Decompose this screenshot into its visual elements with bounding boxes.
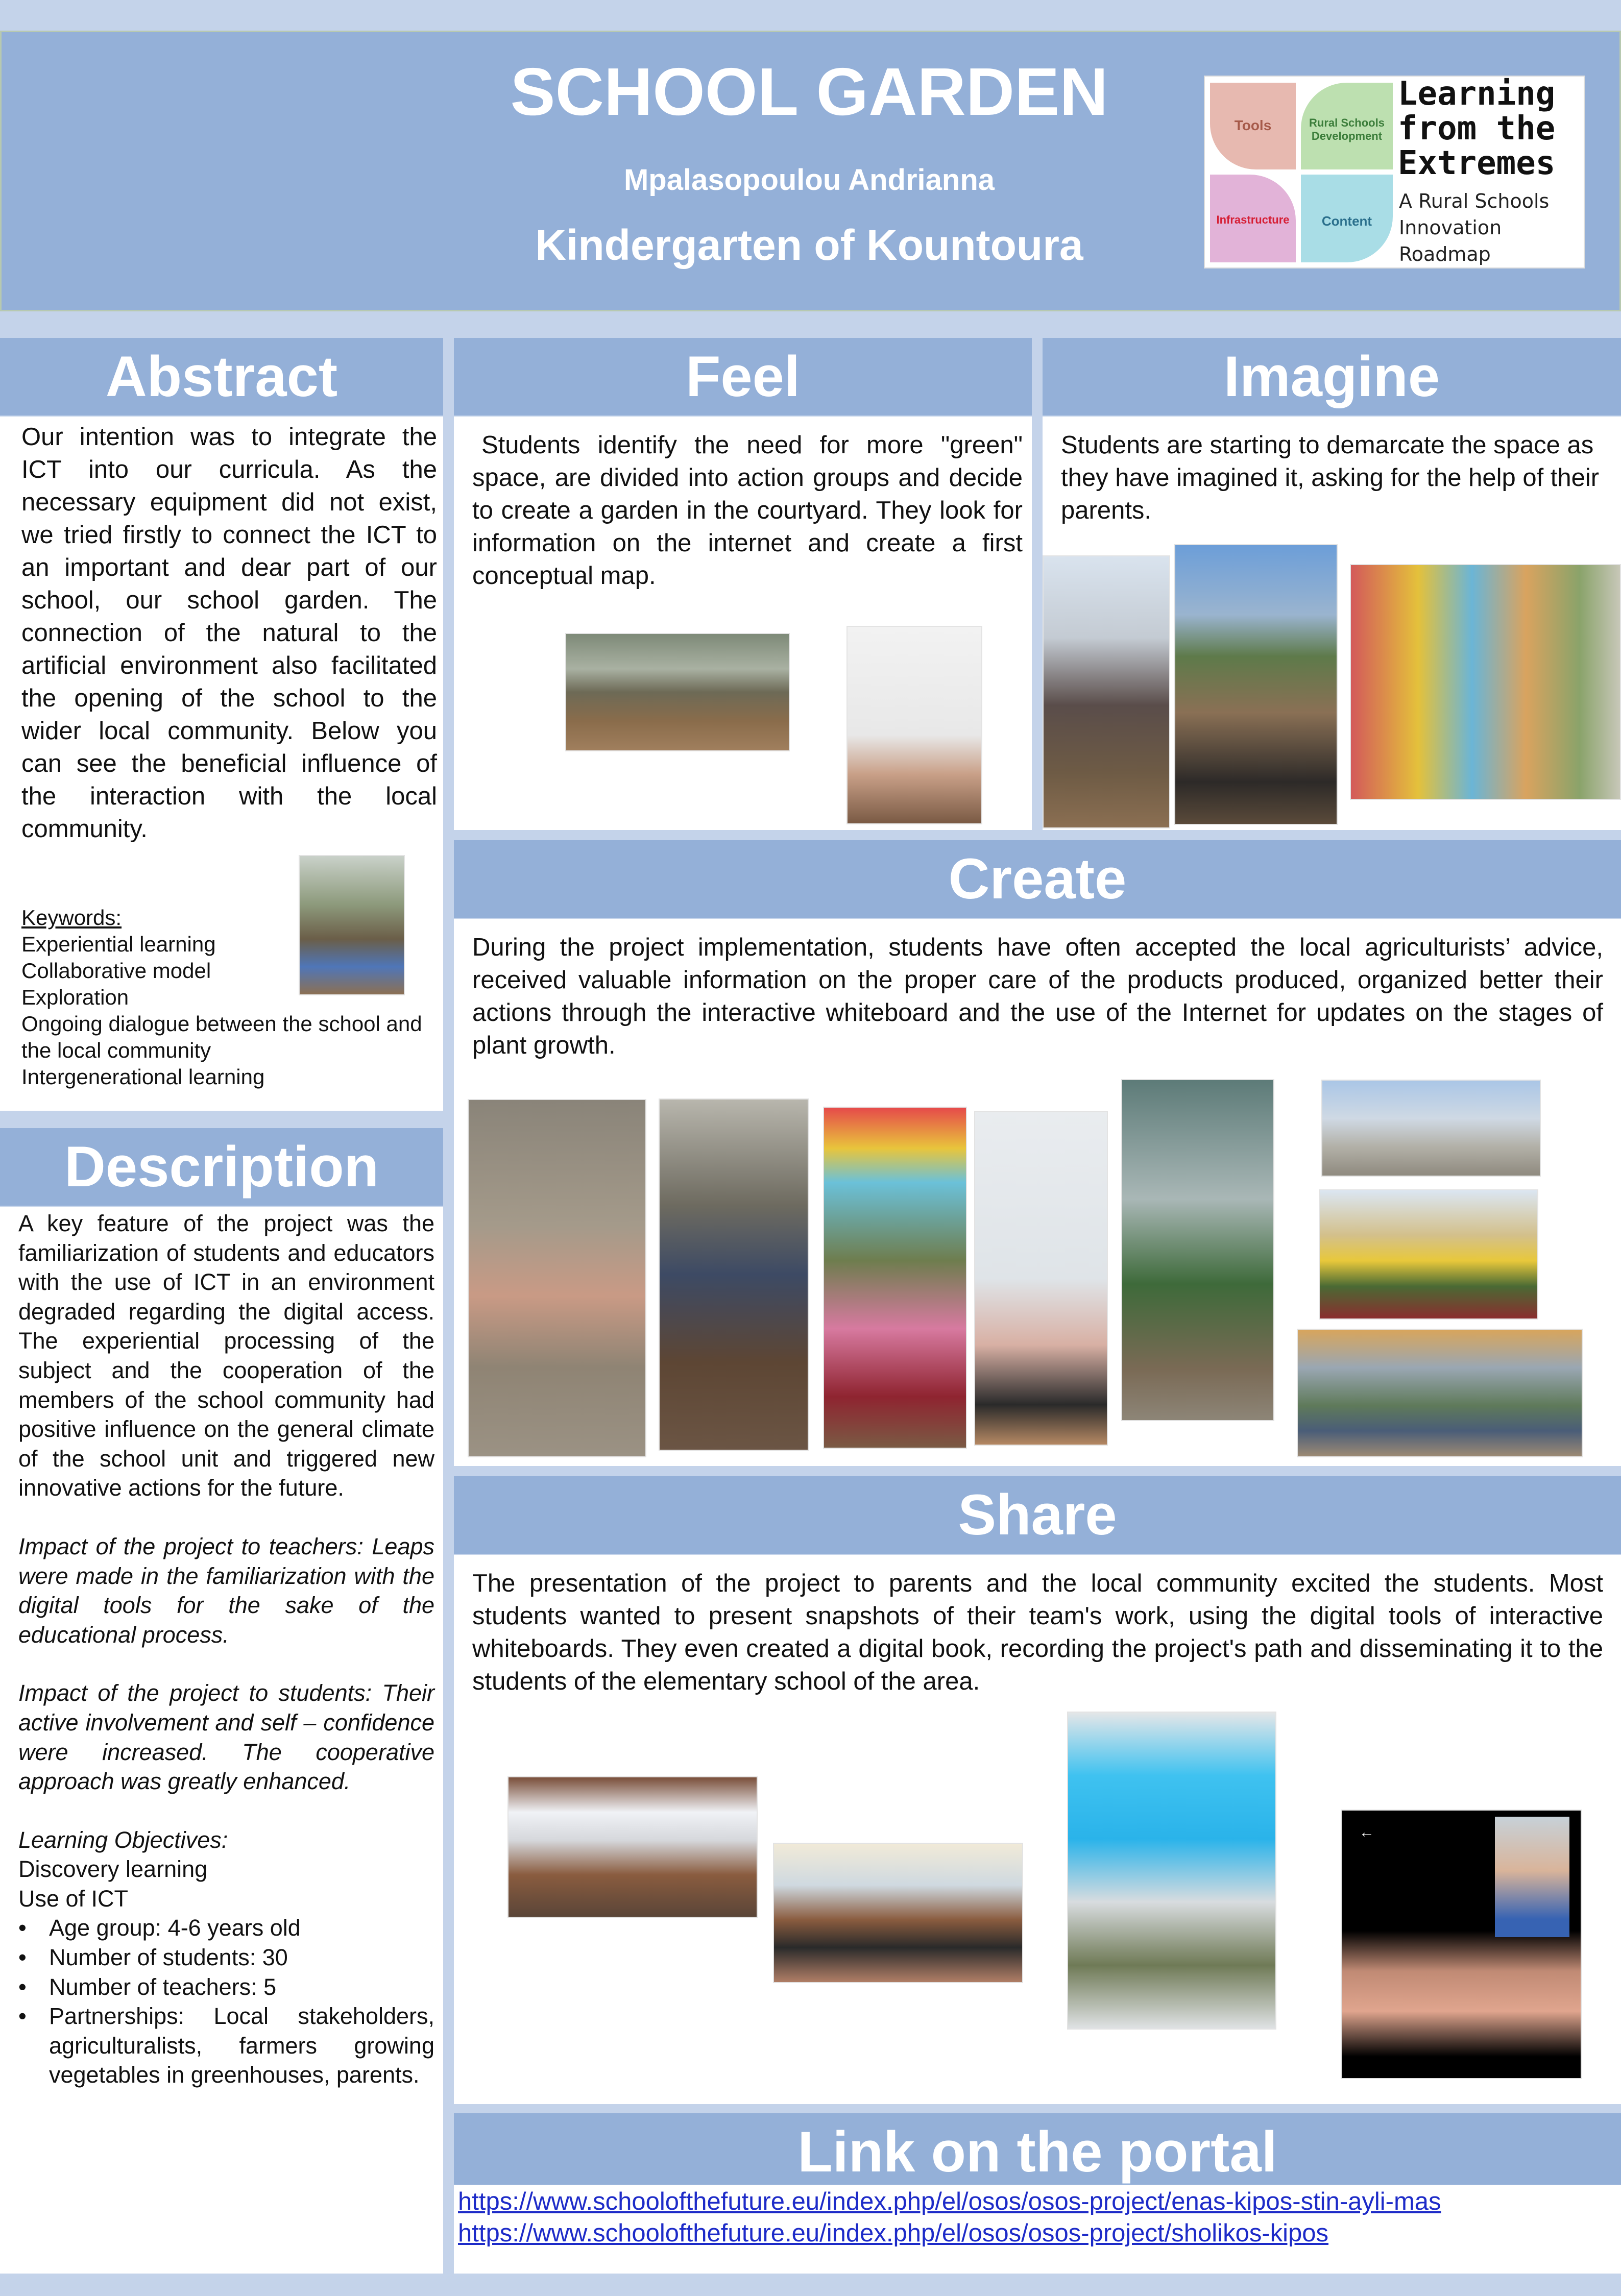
poster-school: Kindergarten of Kountoura bbox=[535, 221, 1083, 269]
portal-links bbox=[458, 2186, 1617, 2249]
logo-line-2: from the bbox=[1398, 110, 1556, 148]
fact-age-group: • Age group: 4-6 years old bbox=[49, 1913, 434, 1943]
create-photo-kids-at-school bbox=[1321, 1080, 1541, 1177]
poster-author: Mpalasopoulou Andrianna bbox=[623, 163, 995, 197]
video-call-inset bbox=[1495, 1817, 1569, 1937]
keyword-item: Collaborative model bbox=[21, 959, 211, 983]
fact-partnerships: • Partnerships: Local stakeholders, agriculturalists, farmers growing vegetables in greenhouses, parents. bbox=[49, 2001, 434, 2090]
imagine-photo-pallet-wall bbox=[1350, 564, 1621, 800]
create-heading: Create bbox=[948, 847, 1127, 911]
poster-title: SCHOOL GARDEN bbox=[510, 54, 1108, 129]
feel-heading-band bbox=[454, 338, 1032, 416]
share-heading-band bbox=[454, 1476, 1621, 1554]
share-photo-video-call bbox=[1341, 1810, 1582, 2079]
share-heading: Share bbox=[958, 1483, 1117, 1547]
fact-teachers: • Number of teachers: 5 bbox=[49, 1972, 434, 2002]
impact-students: Impact of the project to students: Their active involvement and self – confidence were increased. The cooperative approach was greatly enhanced. bbox=[18, 1680, 434, 1795]
description-heading-band bbox=[0, 1128, 443, 1206]
imagine-heading-band bbox=[1043, 338, 1621, 416]
create-heading-band bbox=[454, 840, 1621, 918]
description-heading: Description bbox=[64, 1135, 379, 1199]
imagine-photo-parents-digging bbox=[1043, 555, 1170, 828]
abstract-text: Our intention was to integrate the ICT into our curricula. As the necessary equipment did not exist, we tried firstly to connect the ICT to an important and dear part of our school, our school garden. The connection of the natural to the artificial environment also facilitated the opening of the school to the wider local community. Below you can see the beneficial influence of the interaction with the local community. bbox=[21, 423, 437, 843]
objectives-label: Learning Objectives: bbox=[18, 1826, 228, 1853]
fact-students: • Number of students: 30 bbox=[49, 1943, 434, 1972]
back-arrow-icon: ← bbox=[1359, 1824, 1374, 1841]
logo-infrastructure-label: Infrastructure bbox=[1216, 213, 1290, 226]
portal-heading: Link on the portal bbox=[797, 2120, 1277, 2184]
logo-sub-1: A Rural Schools bbox=[1399, 190, 1550, 212]
description-text: A key feature of the project was the familiarization of students and educators with the use of ICT in an environment degraded regarding the digital access. The experiential processing of the subject and the cooperation of the members of the school community had positive influence on the general climate of the school unit and triggered new innovative actions for the future. bbox=[18, 1210, 434, 1501]
create-photo-sunflowers bbox=[1319, 1189, 1538, 1320]
imagine-heading: Imagine bbox=[1223, 345, 1440, 408]
keywords-label: Keywords: bbox=[21, 906, 122, 930]
share-photo-classroom-board bbox=[507, 1776, 758, 1918]
imagine-photo-tires bbox=[1174, 544, 1338, 825]
abstract-heading-band bbox=[0, 338, 443, 416]
abstract-heading: Abstract bbox=[105, 345, 338, 408]
create-photo-watering bbox=[823, 1107, 967, 1449]
logo-content-label: Content bbox=[1321, 213, 1372, 229]
keyword-item: Intergenerational learning bbox=[21, 1065, 265, 1089]
logo-sub-2: Innovation bbox=[1399, 216, 1502, 239]
create-photo-soil-hand bbox=[468, 1099, 646, 1457]
share-text: The presentation of the project to parents and the local community excited the students. Most students wanted to present snapshots of their team's work, using the digital tools of interactive whiteboards. They even created a digital book, recording the project's path and disseminating it to the students of the elementary school of the area. bbox=[472, 1570, 1603, 1695]
keyword-item: Experiential learning bbox=[21, 932, 216, 956]
feel-text: Students identify the need for more "green" space, are divided into action groups and decide to create a garden in the courtyard. They look for information on the internet and create a first conceptual map. bbox=[472, 431, 1023, 590]
logo-sub-3: Roadmap bbox=[1399, 243, 1491, 265]
create-photo-whiteboard-boy bbox=[1121, 1079, 1274, 1421]
feel-photo-concept-map bbox=[846, 626, 982, 824]
imagine-text: Students are starting to demarcate the space as they have imagined it, asking for the help of their parents. bbox=[1061, 431, 1600, 524]
share-photo-presentation bbox=[773, 1843, 1023, 1983]
portal-link-1[interactable]: https://www.schoolofthefuture.eu/index.php/el/osos/osos-project/enas-kipos-stin-ayli-mas bbox=[458, 2188, 1441, 2215]
logo-line-3: Extremes bbox=[1398, 144, 1556, 182]
keyword-item: Ongoing dialogue between the school and the local community bbox=[21, 1012, 422, 1062]
portal-link-2[interactable]: https://www.schoolofthefuture.eu/index.php/el/osos/osos-project/sholikos-kipos bbox=[458, 2219, 1329, 2247]
project-logo bbox=[1204, 76, 1585, 268]
objective-item: Use of ICT bbox=[18, 1885, 129, 1912]
share-photo-seed-packet bbox=[1067, 1712, 1276, 2030]
project-facts-list bbox=[18, 1913, 434, 2090]
keyword-item: Exploration bbox=[21, 985, 129, 1009]
feel-photo-courtyard bbox=[565, 633, 790, 751]
portal-heading-band bbox=[454, 2113, 1621, 2185]
create-photo-class-garden bbox=[1297, 1329, 1583, 1457]
create-text: During the project implementation, students have often accepted the local agriculturists’ advice, received valuable information on the proper care of the products produced, organized better their actions through the interactive whiteboard and the use of the Internet for updates on the stages of plant growth. bbox=[472, 934, 1603, 1059]
impact-teachers: Impact of the project to teachers: Leaps were made in the familiarization with the digital tools for the sake of the educational process. bbox=[18, 1533, 434, 1648]
logo-subtitle bbox=[1399, 188, 1583, 267]
create-photo-farmer-planting bbox=[659, 1098, 809, 1451]
logo-tools-label: Tools bbox=[1234, 117, 1272, 133]
objective-item: Discovery learning bbox=[18, 1856, 208, 1883]
description-body bbox=[18, 1209, 434, 2090]
logo-line-1: Learning bbox=[1398, 75, 1556, 113]
feel-heading: Feel bbox=[685, 345, 801, 408]
logo-wordmark bbox=[1398, 77, 1582, 181]
create-photo-whiteboard-girl bbox=[974, 1111, 1108, 1446]
logo-rural-label: Rural Schools Development bbox=[1309, 116, 1385, 142]
abstract-keywords bbox=[21, 905, 440, 1090]
